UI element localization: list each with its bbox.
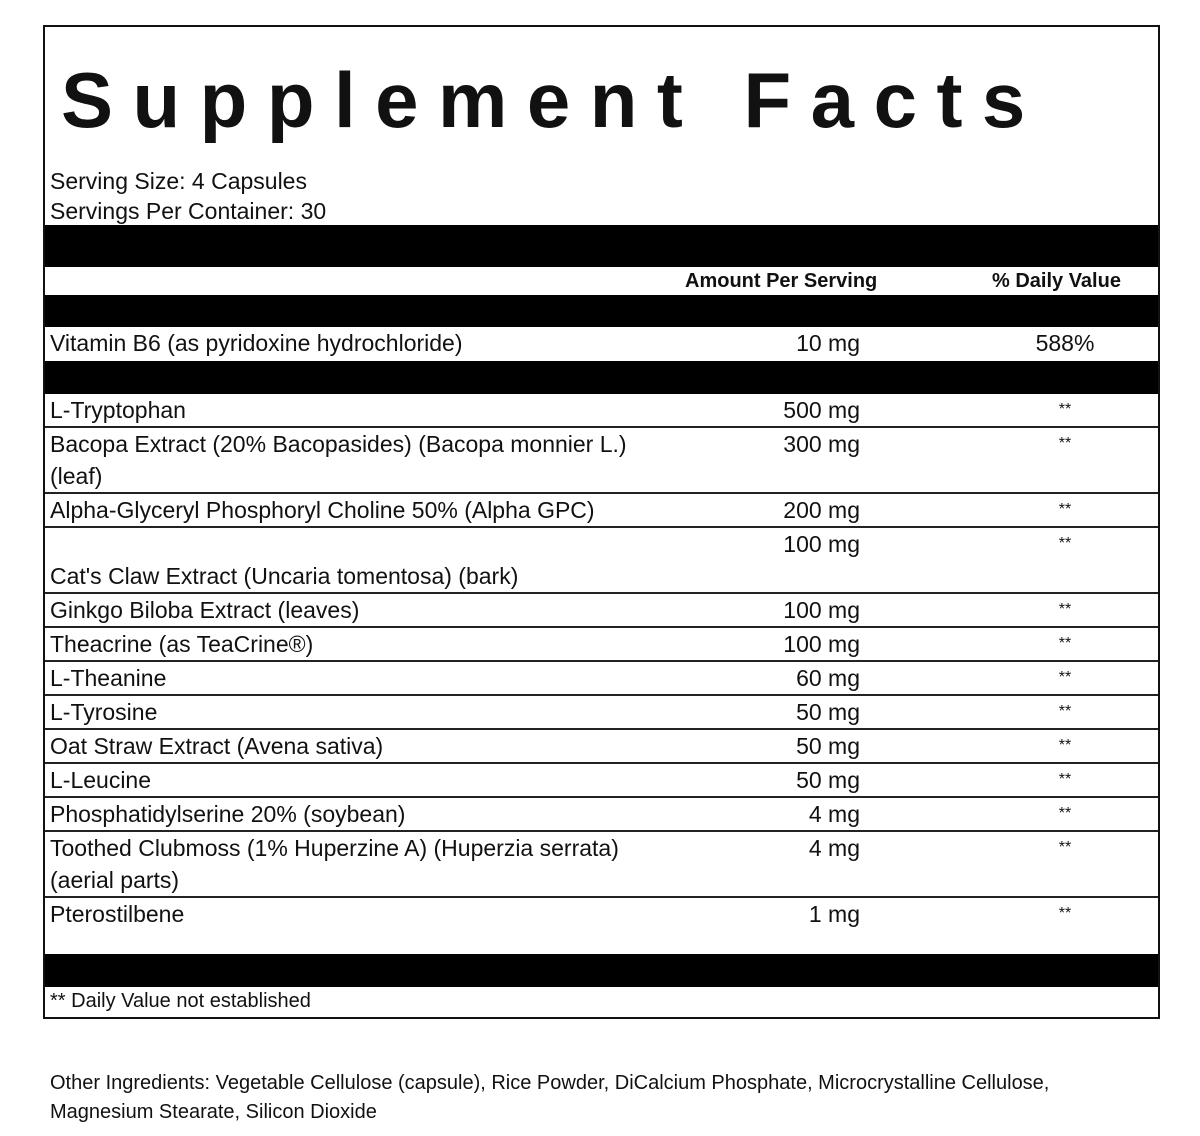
ingredient-amount: 60 mg [796,665,860,691]
table-row [45,528,1158,594]
ingredient-name: Phosphatidylserine 20% (soybean) [50,801,406,827]
ingredient-name: Toothed Clubmoss (1% Huperzine A) (Huperzia serrata)(aerial parts) [50,835,619,893]
ingredient-dv: ** [1058,535,1072,552]
divider-bar [45,361,1158,394]
ingredient-amount: 300 mg [783,431,860,457]
table-row [45,428,1158,494]
table-row [45,594,1158,628]
ingredient-amount: 100 mg [783,531,860,557]
ingredient-dv: ** [1058,703,1072,720]
ingredient-name: Alpha-Glyceryl Phosphoryl Choline 50% (Alpha GPC) [50,497,595,523]
ingredient-dv: ** [1058,401,1072,418]
ingredient-amount: 4 mg [808,835,860,861]
amount-header: Amount Per Serving [685,270,878,292]
other-ingredients: Other Ingredients: Vegetable Cellulose (capsule), Rice Powder, DiCalcium Phosphate, Microcrystalline Cellulose, Magnesium Stearate, Silicon Dioxide [50,1072,1050,1123]
ingredient-name: Bacopa Extract (20% Bacopasides) (Bacopa monnier L.)(leaf) [50,431,627,489]
table-row [45,327,1158,359]
ingredient-amount: 10 mg [796,330,860,356]
supplement-facts-panel [43,25,1160,1019]
ingredient-amount: 100 mg [783,631,860,657]
table-row [45,832,1158,898]
serving-size: Serving Size: 4 Capsules [50,168,307,194]
ingredient-dv: ** [1058,839,1072,856]
ingredient-dv: ** [1058,737,1072,754]
panel-title: Supplement Facts [61,56,1045,144]
divider-bar [45,295,1158,327]
table-row [45,494,1158,528]
ingredient-amount: 100 mg [783,597,860,623]
ingredient-dv: ** [1058,669,1072,686]
ingredient-amount: 50 mg [796,733,860,759]
table-row [45,730,1158,764]
ingredient-name: L-Tryptophan [50,397,186,423]
table-row [45,898,1158,930]
ingredient-amount: 200 mg [783,497,860,523]
daily-value-header: % Daily Value [992,270,1121,292]
ingredient-dv: ** [1058,635,1072,652]
ingredient-dv: ** [1058,601,1072,618]
ingredient-amount: 4 mg [808,801,860,827]
ingredient-dv: ** [1058,435,1072,452]
footnote: ** Daily Value not established [50,990,311,1012]
ingredient-dv: 588% [1035,330,1095,356]
ingredient-name: Oat Straw Extract (Avena sativa) [50,733,384,759]
table-row [45,764,1158,798]
table-row [45,662,1158,696]
servings-per-container: Servings Per Container: 30 [50,198,327,224]
ingredient-dv: ** [1058,905,1072,922]
ingredient-amount: 500 mg [783,397,860,423]
ingredient-dv: ** [1058,771,1072,788]
column-header [45,267,1158,295]
ingredient-name: Pterostilbene [50,901,185,927]
ingredient-amount: 50 mg [796,767,860,793]
table-row [45,394,1158,428]
ingredient-amount: 1 mg [808,901,860,927]
ingredient-amount: 50 mg [796,699,860,725]
ingredient-name: L-Tyrosine [50,699,158,725]
table-row [45,628,1158,662]
ingredient-name: Cat's Claw Extract (Uncaria tomentosa) (bark) [50,563,519,589]
table-row [45,696,1158,730]
vitamin-section [45,327,1158,359]
divider-bar [45,225,1158,267]
ingredient-dv: ** [1058,501,1072,518]
ingredient-list [45,394,1158,930]
ingredient-name: Vitamin B6 (as pyridoxine hydrochloride) [50,330,463,356]
ingredient-name: L-Theanine [50,665,167,691]
ingredient-dv: ** [1058,805,1072,822]
ingredient-name: Ginkgo Biloba Extract (leaves) [50,597,360,623]
table-row [45,798,1158,832]
ingredient-name: L-Leucine [50,767,152,793]
ingredient-name: Theacrine (as TeaCrine®) [50,631,314,657]
divider-bar [45,954,1158,987]
